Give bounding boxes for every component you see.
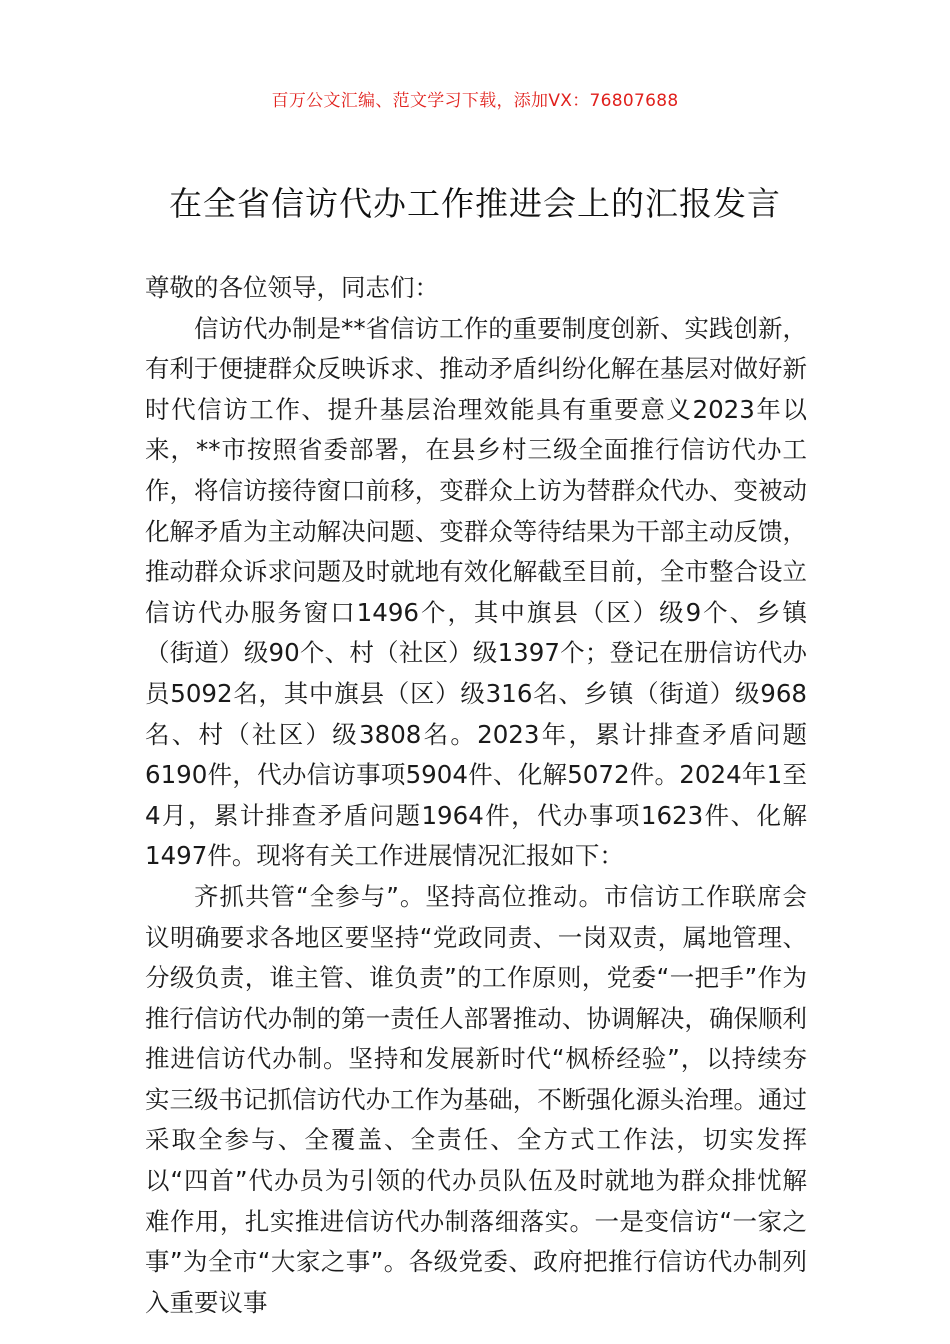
header-watermark-note: 百万公文汇编、范文学习下载，添加VX：76807688 xyxy=(271,91,679,111)
paragraph-section-1: 齐抓共管“全参与”。坚持高位推动。市信访工作联席会议明确要求各地区要坚持“党政同责、一岗双责，属地管理、分级负责，谁主管、谁负责”的工作原则，党委“一把手”作为推行信访代办制的第一责任人部署推动、协调解决，确保顺利推进信访代办制。坚持和发展新时代“枫桥经验”，以持续夯实三级书记抓信访代办工作为基础，不断强化源头治理。通过采取全参与、全覆盖、全责任、全方式工作法，切实发挥以“四首”代办员为引领的代办员队伍及时就地为群众排忧解难作用，扎实推进信访代办制落细落实。一是变信访“一家之事”为全市“大家之事”。各级党委、政府把推行信访代办制列入重要议事 xyxy=(145,881,807,1317)
document-title: 在全省信访代办工作推进会上的汇报发言 xyxy=(169,184,781,223)
document-body xyxy=(145,268,807,1323)
salutation: 尊敬的各位领导，同志们： xyxy=(145,273,439,302)
paragraph-intro: 信访代办制是**省信访工作的重要制度创新、实践创新，有利于便捷群众反映诉求、推动矛盾纠纷化解在基层对做好新时代信访工作、提升基层治理效能具有重要意义2023年以来，**市按照省委部署，在县乡村三级全面推行信访代办工作，将信访接待窗口前移，变群众上访为替群众代办、变被动化解矛盾为主动解决问题、变群众等待结果为干部主动反馈，推动群众诉求问题及时就地有效化解截至目前，全市整合设立信访代办服务窗口1496个，其中旗县（区）级9个、乡镇（街道）级90个、村（社区）级1397个；登记在册信访代办员5092名，其中旗县（区）级316名、乡镇（街道）级968名、村（社区）级3808名。2023年，累计排查矛盾问题6190件，代办信访事项5904件、化解5072件。2024年1至4月，累计排查矛盾问题1964件，代办事项1623件、化解1497件。现将有关工作进展情况汇报如下： xyxy=(145,313,807,871)
